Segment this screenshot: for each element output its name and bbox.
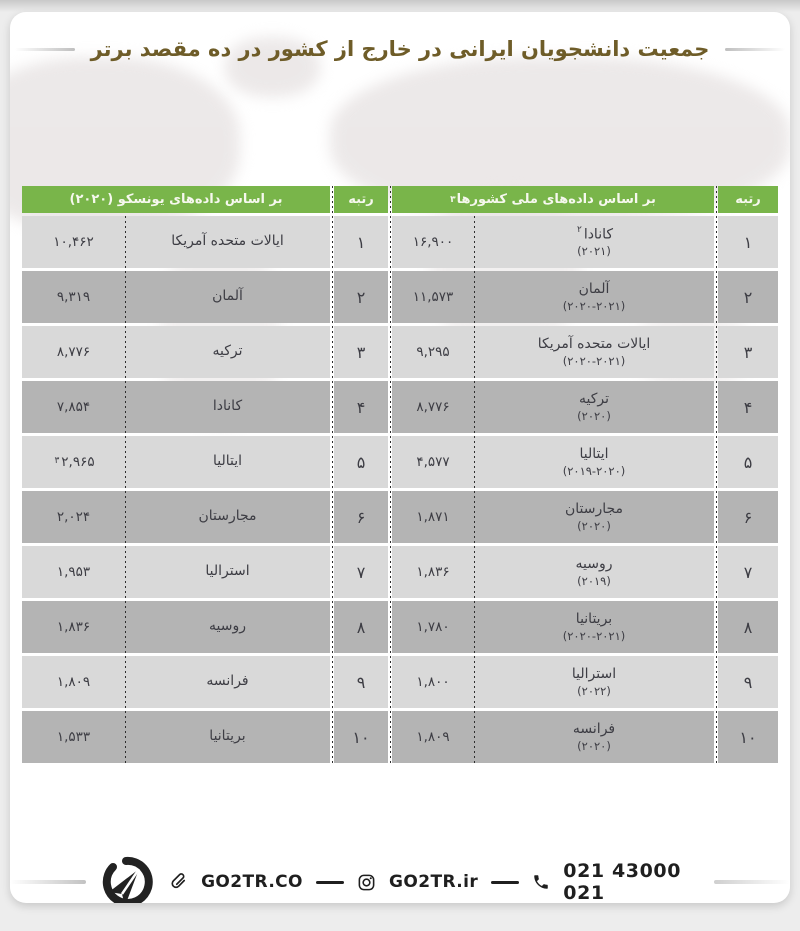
value-footnote: ۳ (54, 456, 60, 466)
country-cell-unesco (125, 546, 330, 598)
student-count: ۹,۳۱۹ (56, 289, 91, 305)
dotted-separator (474, 216, 475, 763)
rank-value: ۷ (356, 562, 366, 582)
header-rank-label: رتبه (348, 192, 374, 207)
rank-value: ۸ (356, 617, 366, 637)
rank-value: ۱۰ (739, 727, 757, 747)
dotted-separator (125, 216, 126, 763)
country-name: فرانسه (572, 721, 616, 738)
footer-line-right (714, 880, 790, 884)
country-name: ایالات متحده آمریکا (537, 336, 651, 353)
rank-value: ۵ (743, 452, 753, 472)
value-cell-national (392, 546, 474, 598)
country-name: ایتالیا (579, 446, 609, 463)
country-year: (۲۰۲۰-۲۰۲۱) (562, 298, 626, 313)
rank-cell-unesco (334, 711, 388, 763)
rank-cell-unesco (334, 326, 388, 378)
unesco-data-group (22, 381, 330, 433)
national-data-group (392, 711, 714, 763)
country-year: (۲۰۲۰-۲۰۲۱) (562, 628, 626, 643)
student-count: ۴,۵۷۷ (416, 454, 450, 470)
national-data-group (392, 601, 714, 653)
phone-icon (532, 873, 550, 891)
country-name: مجارستان (564, 501, 624, 518)
student-count: ۱۱,۵۷۳ (412, 289, 454, 305)
country-cell-national (474, 271, 714, 323)
value-cell-unesco (22, 601, 125, 653)
country-name: آلمان (578, 281, 610, 298)
country-cell-unesco (125, 656, 330, 708)
rank-cell-national (718, 271, 778, 323)
rank-value: ۶ (356, 507, 366, 527)
national-data-group (392, 436, 714, 488)
table-row (22, 271, 778, 323)
country-year: (۲۰۱۹-۲۰۲۰) (562, 463, 626, 478)
rank-value: ۹ (743, 672, 753, 692)
rank-cell-national (718, 656, 778, 708)
value-cell-national (392, 491, 474, 543)
header-national-footnote: ۳ (450, 194, 456, 205)
footer-phone[interactable]: 021 43000 021 (563, 860, 682, 903)
value-cell-national (392, 656, 474, 708)
rank-cell-national (718, 601, 778, 653)
country-cell-national (474, 381, 714, 433)
value-cell-unesco (22, 436, 125, 488)
unesco-data-group (22, 491, 330, 543)
country-year: (۲۰۲۰) (577, 518, 611, 533)
value-cell-national (392, 216, 474, 268)
dotted-separator (716, 186, 717, 763)
student-count: ۱,۷۸۰ (416, 619, 450, 635)
table-rows (22, 216, 778, 763)
country-name: کانادا (212, 398, 243, 415)
rank-value: ۹ (356, 672, 366, 692)
student-count: ۱,۸۷۱ (416, 509, 450, 525)
header-rank-label: رتبه (735, 192, 761, 207)
country-year: (۲۰۲۲) (577, 683, 611, 698)
value-cell-unesco (22, 656, 125, 708)
student-count: ۱,۹۵۳ (56, 564, 91, 580)
rank-value: ۵ (356, 452, 366, 472)
value-cell-unesco (22, 216, 125, 268)
value-cell-unesco (22, 326, 125, 378)
value-cell-national (392, 326, 474, 378)
unesco-data-group (22, 326, 330, 378)
title-dash-left (15, 48, 75, 51)
national-data-group (392, 216, 714, 268)
table-row (22, 601, 778, 653)
table-header-row (22, 186, 778, 213)
student-count: ۹,۲۹۵ (416, 344, 450, 360)
rank-cell-national (718, 546, 778, 598)
page-title: جمعیت دانشجویان ایرانی در خارج از کشور در ده مقصد برتر (90, 37, 710, 61)
country-name: ترکیه (212, 343, 243, 360)
rank-cell-unesco (334, 656, 388, 708)
country-cell-national (474, 601, 714, 653)
student-count: ۱,۸۳۶ (416, 564, 450, 580)
rank-cell-unesco (334, 491, 388, 543)
value-cell-unesco (22, 711, 125, 763)
student-count: ۱,۸۰۹ (56, 674, 91, 690)
country-cell-national (474, 656, 714, 708)
country-cell-unesco (125, 271, 330, 323)
country-name: مجارستان (198, 508, 257, 525)
country-cell-national (474, 491, 714, 543)
country-name: بریتانیا (209, 728, 246, 745)
footer-dash (491, 881, 519, 884)
table-row (22, 546, 778, 598)
student-count: ۸,۷۷۶ (56, 344, 91, 360)
rank-value: ۳ (356, 342, 366, 362)
country-name: ایالات متحده آمریکا (171, 233, 284, 250)
country-name: کانادا$^۲$ (576, 224, 614, 243)
value-cell-unesco (22, 271, 125, 323)
instagram-icon (357, 873, 376, 892)
header-unesco-label: بر اساس داده‌های یونسکو (۲۰۲۰) (69, 192, 283, 207)
country-name: بریتانیا (575, 611, 613, 628)
student-count: ۱,۸۳۶ (56, 619, 91, 635)
country-cell-unesco (125, 381, 330, 433)
value-cell-national (392, 436, 474, 488)
country-cell-national (474, 546, 714, 598)
country-cell-unesco (125, 601, 330, 653)
go2tr-logo (99, 855, 153, 903)
country-cell-unesco (125, 711, 330, 763)
data-table (22, 186, 778, 766)
rank-cell-unesco (334, 271, 388, 323)
table-row (22, 656, 778, 708)
unesco-data-group (22, 271, 330, 323)
footer-instagram[interactable]: GO2TR.ir (389, 872, 479, 892)
infographic-card (10, 12, 790, 903)
value-cell-unesco (22, 381, 125, 433)
student-count: ۱,۵۳۳ (56, 729, 91, 745)
student-count: ۱۰,۴۶۲ (53, 234, 94, 250)
rank-cell-unesco (334, 381, 388, 433)
country-name: استرالیا (205, 563, 250, 580)
value-cell-unesco (22, 491, 125, 543)
title-row (10, 30, 790, 68)
country-year: (۲۰۲۰) (577, 738, 611, 753)
national-data-group (392, 546, 714, 598)
footer-website[interactable]: GO2TR.CO (201, 872, 303, 892)
rank-cell-unesco (334, 546, 388, 598)
rank-cell-national (718, 381, 778, 433)
country-name: استرالیا (571, 666, 617, 683)
rank-cell-unesco (334, 601, 388, 653)
rank-value: ۴ (743, 397, 753, 417)
country-name: ایتالیا (212, 453, 243, 470)
unesco-data-group (22, 656, 330, 708)
country-cell-national (474, 216, 714, 268)
national-data-group (392, 381, 714, 433)
country-cell-national (474, 326, 714, 378)
rank-value: ۳ (743, 342, 753, 362)
header-rank-unesco (334, 186, 388, 213)
rank-value: ۱ (743, 232, 753, 252)
header-national-label: بر اساس داده‌های ملی کشورها (456, 192, 656, 207)
table-row (22, 216, 778, 268)
unesco-data-group (22, 436, 330, 488)
rank-value: ۱ (356, 232, 366, 252)
value-cell-national (392, 271, 474, 323)
unesco-data-group (22, 546, 330, 598)
national-data-group (392, 271, 714, 323)
header-rank-national (718, 186, 778, 213)
table-row (22, 436, 778, 488)
country-year: (۲۰۱۹) (577, 573, 611, 588)
country-name: فرانسه (206, 673, 249, 690)
header-national-data (392, 186, 714, 213)
country-cell-national (474, 436, 714, 488)
value-cell-national (392, 711, 474, 763)
table-row (22, 491, 778, 543)
table-row (22, 326, 778, 378)
rank-value: ۴ (356, 397, 366, 417)
footer-dash (316, 881, 344, 884)
country-name: روسیه (575, 556, 613, 573)
rank-value: ۱۰ (352, 727, 370, 747)
country-cell-unesco (125, 436, 330, 488)
country-cell-national (474, 711, 714, 763)
rank-value: ۲ (356, 287, 366, 307)
student-count: ۲,۰۲۴ (56, 509, 91, 525)
rank-value: ۶ (743, 507, 753, 527)
student-count: ۷,۸۵۴ (56, 399, 91, 415)
rank-value: ۸ (743, 617, 753, 637)
rank-cell-national (718, 326, 778, 378)
country-footnote: ۲ (576, 224, 582, 235)
country-name: آلمان (212, 288, 243, 305)
unesco-data-group (22, 601, 330, 653)
country-cell-unesco (125, 326, 330, 378)
country-name: روسیه (209, 618, 246, 635)
student-count: ۱,۸۰۹ (416, 729, 450, 745)
value-cell-unesco (22, 546, 125, 598)
table-row (22, 711, 778, 763)
country-name: ترکیه (578, 391, 610, 408)
rank-cell-national (718, 491, 778, 543)
country-cell-unesco (125, 491, 330, 543)
table-row (22, 381, 778, 433)
student-count: ۱,۸۰۰ (416, 674, 450, 690)
value-cell-national (392, 601, 474, 653)
country-year: (۲۰۲۱) (577, 243, 611, 258)
rank-cell-national (718, 436, 778, 488)
student-count: ۲,۹۶۵ (61, 454, 95, 470)
unesco-data-group (22, 711, 330, 763)
title-dash-right (725, 48, 785, 51)
country-year: (۲۰۲۰) (577, 408, 611, 423)
dotted-separator (332, 186, 333, 763)
national-data-group (392, 326, 714, 378)
country-year: (۲۰۲۰-۲۰۲۱) (562, 353, 626, 368)
footer (10, 850, 790, 903)
rank-value: ۷ (743, 562, 753, 582)
student-count: ۸,۷۷۶ (416, 399, 450, 415)
footer-line-left (10, 880, 86, 884)
student-count: ۱۶,۹۰۰ (412, 234, 454, 250)
link-icon (170, 873, 188, 891)
rank-cell-national (718, 216, 778, 268)
dotted-separator (390, 186, 391, 763)
rank-cell-unesco (334, 436, 388, 488)
rank-cell-national (718, 711, 778, 763)
value-cell-national (392, 381, 474, 433)
header-unesco-data (22, 186, 330, 213)
unesco-data-group (22, 216, 330, 268)
national-data-group (392, 656, 714, 708)
rank-cell-unesco (334, 216, 388, 268)
rank-value: ۲ (743, 287, 753, 307)
national-data-group (392, 491, 714, 543)
country-cell-unesco (125, 216, 330, 268)
